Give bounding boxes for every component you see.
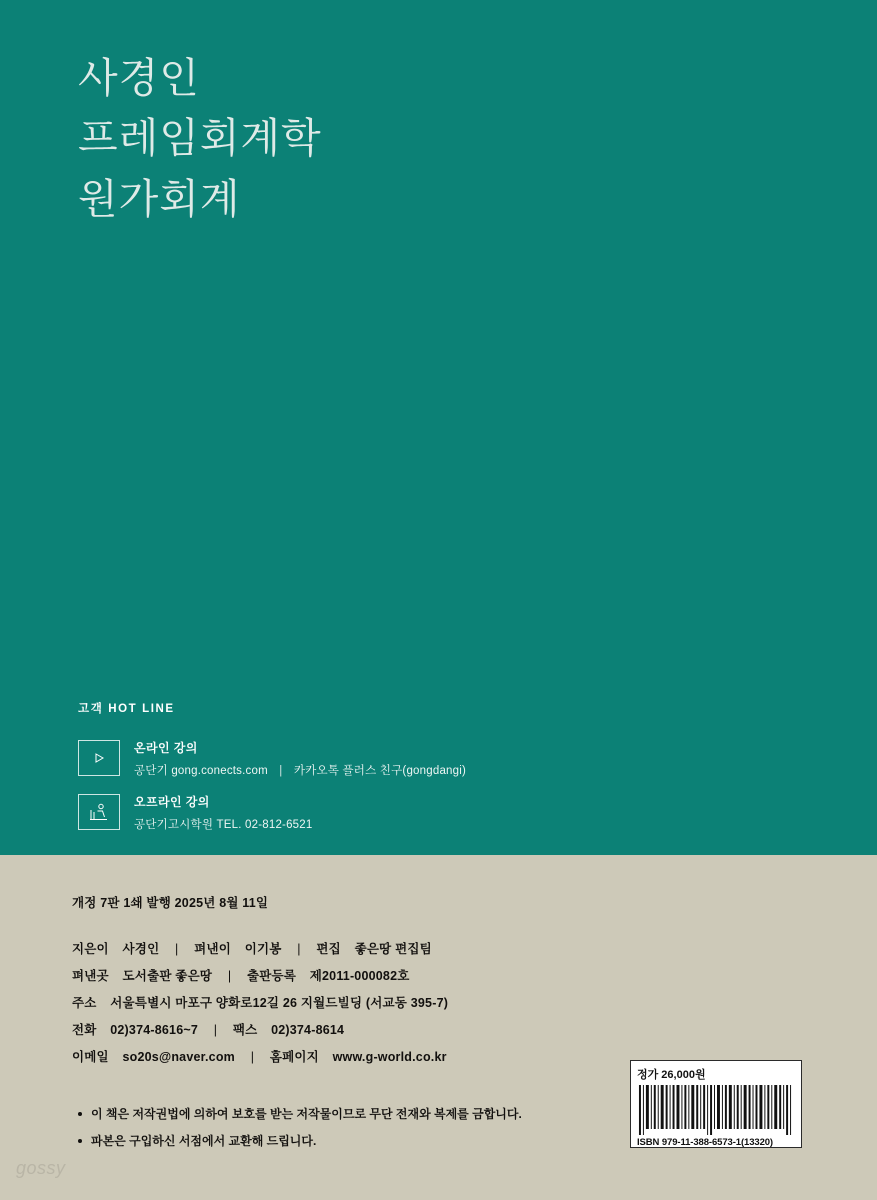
registration-label: 출판등록 xyxy=(246,969,297,983)
fax-label: 팩스 xyxy=(232,1023,258,1037)
email-value[interactable]: so20s@naver.com xyxy=(122,1050,235,1064)
imprint-block xyxy=(72,893,448,1074)
imprint-row-publisher xyxy=(72,966,448,984)
phone-label: 전화 xyxy=(72,1023,97,1037)
note-item xyxy=(78,1132,522,1149)
editor-label: 편집 xyxy=(316,942,341,956)
copyright-notes xyxy=(78,1105,522,1159)
imprint-divider: | xyxy=(213,1023,218,1037)
lecturer-icon xyxy=(78,794,120,830)
watermark: gossy xyxy=(16,1158,66,1178)
imprint-row-address xyxy=(72,993,448,1011)
publisher-value: 도서출판 좋은땅 xyxy=(122,969,213,983)
play-icon xyxy=(78,740,120,776)
price-label: 정가 26,000원 xyxy=(637,1069,706,1081)
book-title-line-2: 프레임회계학 xyxy=(78,115,322,162)
author-value: 사경인 xyxy=(122,942,160,956)
imprint-divider: | xyxy=(297,942,301,956)
hotline-heading: 고객 HOT LINE xyxy=(78,703,175,715)
publisher-label: 펴낸곳 xyxy=(72,969,109,983)
hotline-offline-texts xyxy=(134,792,312,832)
publication-date: 개정 7판 1쇄 발행 2025년 8월 11일 xyxy=(72,896,269,910)
registration-value: 제2011-000082호 xyxy=(309,969,410,983)
hotline-offline-detail: 공단기고시학원 TEL. 02-812-6521 xyxy=(134,819,313,831)
hotline-online-separator: | xyxy=(279,765,283,777)
isbn-label: ISBN 979-11-388-6573-1(13320) xyxy=(637,1137,773,1148)
note-item xyxy=(78,1105,522,1122)
customer-hotline-section xyxy=(78,700,466,846)
hotline-offline-heading: 오프라인 강의 xyxy=(134,795,210,809)
publisher-person-value: 이기봉 xyxy=(244,942,282,956)
imprint-row-phone xyxy=(72,1020,448,1038)
book-title-line-1: 사경인 xyxy=(78,55,200,101)
barcode-box xyxy=(630,1060,802,1148)
note-text: 파본은 구입하신 서점에서 교환해 드립니다. xyxy=(91,1134,317,1148)
hotline-online-texts xyxy=(134,738,466,778)
publisher-person-label: 펴낸이 xyxy=(194,942,231,956)
imprint-row-author xyxy=(72,939,448,957)
editor-value: 좋은땅 편집팀 xyxy=(354,942,432,956)
homepage-value[interactable]: www.g-world.co.kr xyxy=(332,1050,447,1064)
address-value: 서울특별시 마포구 양화로12길 26 지월드빌딩 (서교동 395-7) xyxy=(110,996,449,1010)
imprint-row-contact xyxy=(72,1047,448,1065)
hotline-online-detail xyxy=(134,762,466,778)
imprint-divider: | xyxy=(175,942,179,956)
hotline-online-kakao: 카카오톡 플러스 친구(gongdangi) xyxy=(293,765,467,777)
hotline-item-offline xyxy=(78,792,466,832)
imprint-divider: | xyxy=(227,969,232,983)
email-label: 이메일 xyxy=(72,1050,109,1064)
barcode-icon xyxy=(637,1085,795,1135)
fax-value: 02)374-8614 xyxy=(271,1023,345,1037)
homepage-label: 홈페이지 xyxy=(269,1050,319,1064)
bullet-icon xyxy=(78,1112,82,1116)
hotline-item-online xyxy=(78,738,466,778)
book-title-line-3: 원가회계 xyxy=(78,175,241,222)
address-label: 주소 xyxy=(72,996,97,1010)
note-text: 이 책은 저작권법에 의하여 보호를 받는 저작물이므로 무단 전재와 복제를 금합니다. xyxy=(91,1107,522,1121)
hotline-online-heading: 온라인 강의 xyxy=(134,741,198,755)
author-label: 지은이 xyxy=(72,942,109,956)
bullet-icon xyxy=(78,1139,82,1143)
hotline-online-site: 공단기 gong.conects.com xyxy=(134,765,268,777)
phone-value: 02)374-8616~7 xyxy=(110,1023,198,1037)
imprint-divider: | xyxy=(250,1050,255,1064)
book-title-block xyxy=(78,52,322,233)
